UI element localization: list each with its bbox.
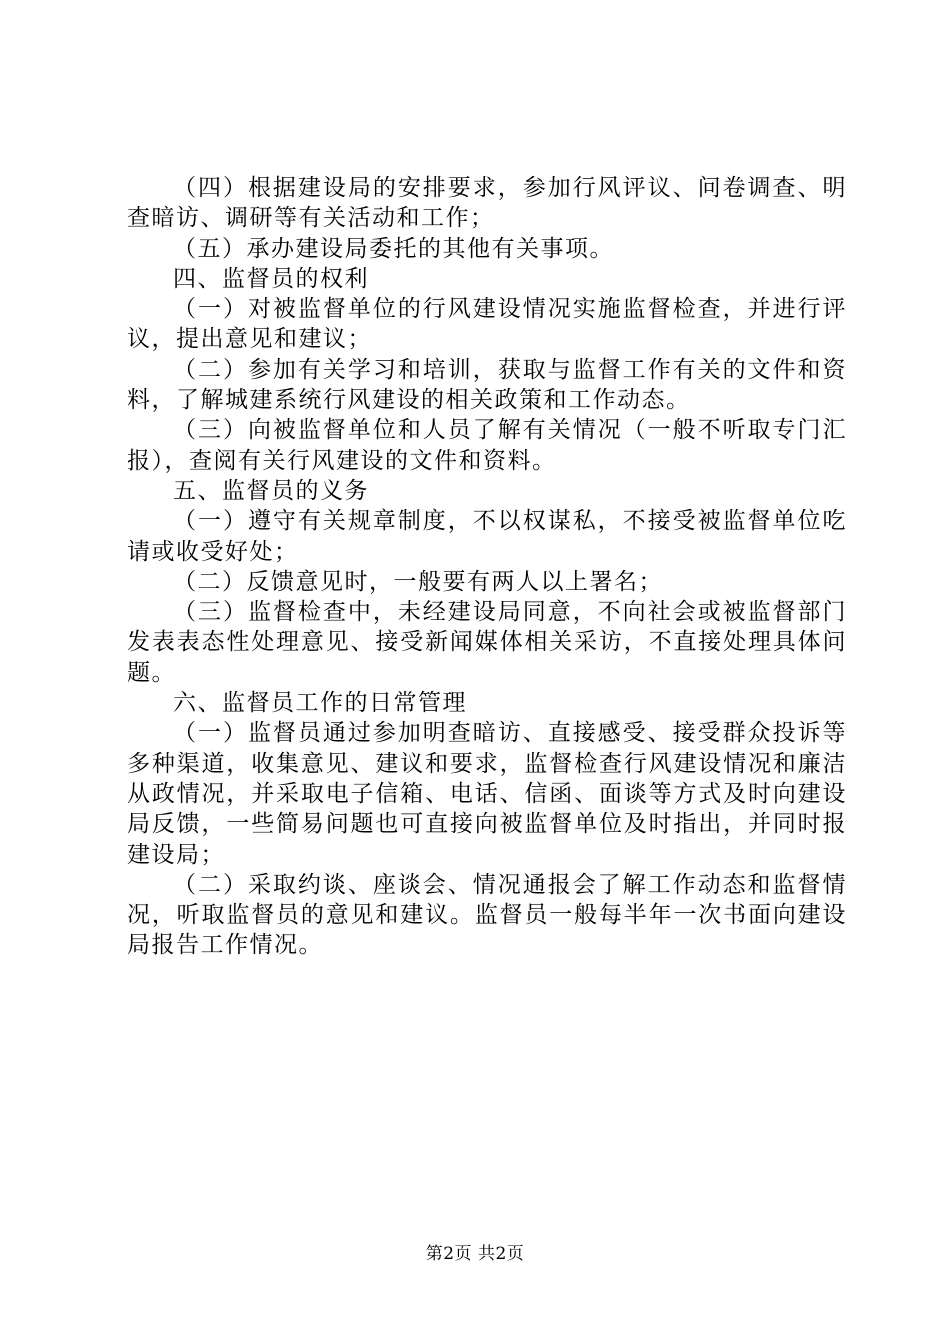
paragraph-obligation-3: （三）监督检查中，未经建设局同意，不向社会或被监督部门发表表态性处理意见、接受新闻媒体相关采访，不直接处理具体问题。 — [127, 599, 847, 686]
paragraph-obligation-1: （一）遵守有关规章制度，不以权谋私，不接受被监督单位吃请或收受好处； — [127, 508, 847, 565]
paragraph-management-1: （一）监督员通过参加明查暗访、直接感受、接受群众投诉等多种渠道，收集意见、建议和要求，监督检查行风建设情况和廉洁从政情况，并采取电子信箱、电话、信函、面谈等方式及时向建设局反馈，一些简易问题也可直接向被监督单位及时指出，并同时报建设局； — [127, 720, 847, 868]
paragraph-right-1: （一）对被监督单位的行风建设情况实施监督检查，并进行评议，提出意见和建议； — [127, 296, 847, 353]
section-heading-obligations: 五、监督员的义务 — [173, 477, 369, 504]
paragraph-duty-5: （五）承办建设局委托的其他有关事项。 — [173, 235, 614, 262]
paragraph-management-2: （二）采取约谈、座谈会、情况通报会了解工作动态和监督情况，听取监督员的意见和建议。监督员一般每半年一次书面向建设局报告工作情况。 — [127, 871, 847, 959]
document-body — [127, 173, 847, 961]
section-heading-rights: 四、监督员的权利 — [173, 265, 369, 292]
paragraph-right-3: （三）向被监督单位和人员了解有关情况（一般不听取专门汇报），查阅有关行风建设的文件和资料。 — [127, 417, 847, 474]
paragraph-duty-4: （四）根据建设局的安排要求，参加行风评议、问卷调查、明查暗访、调研等有关活动和工作； — [127, 175, 847, 232]
section-heading-management: 六、监督员工作的日常管理 — [173, 690, 467, 717]
page-number-label: 第2页 共2页 — [425, 1244, 525, 1264]
page-footer — [0, 1243, 950, 1265]
paragraph-obligation-2: （二）反馈意见时，一般要有两人以上署名； — [173, 568, 663, 595]
paragraph-right-2: （二）参加有关学习和培训，获取与监督工作有关的文件和资料，了解城建系统行风建设的相关政策和工作动态。 — [127, 356, 847, 414]
